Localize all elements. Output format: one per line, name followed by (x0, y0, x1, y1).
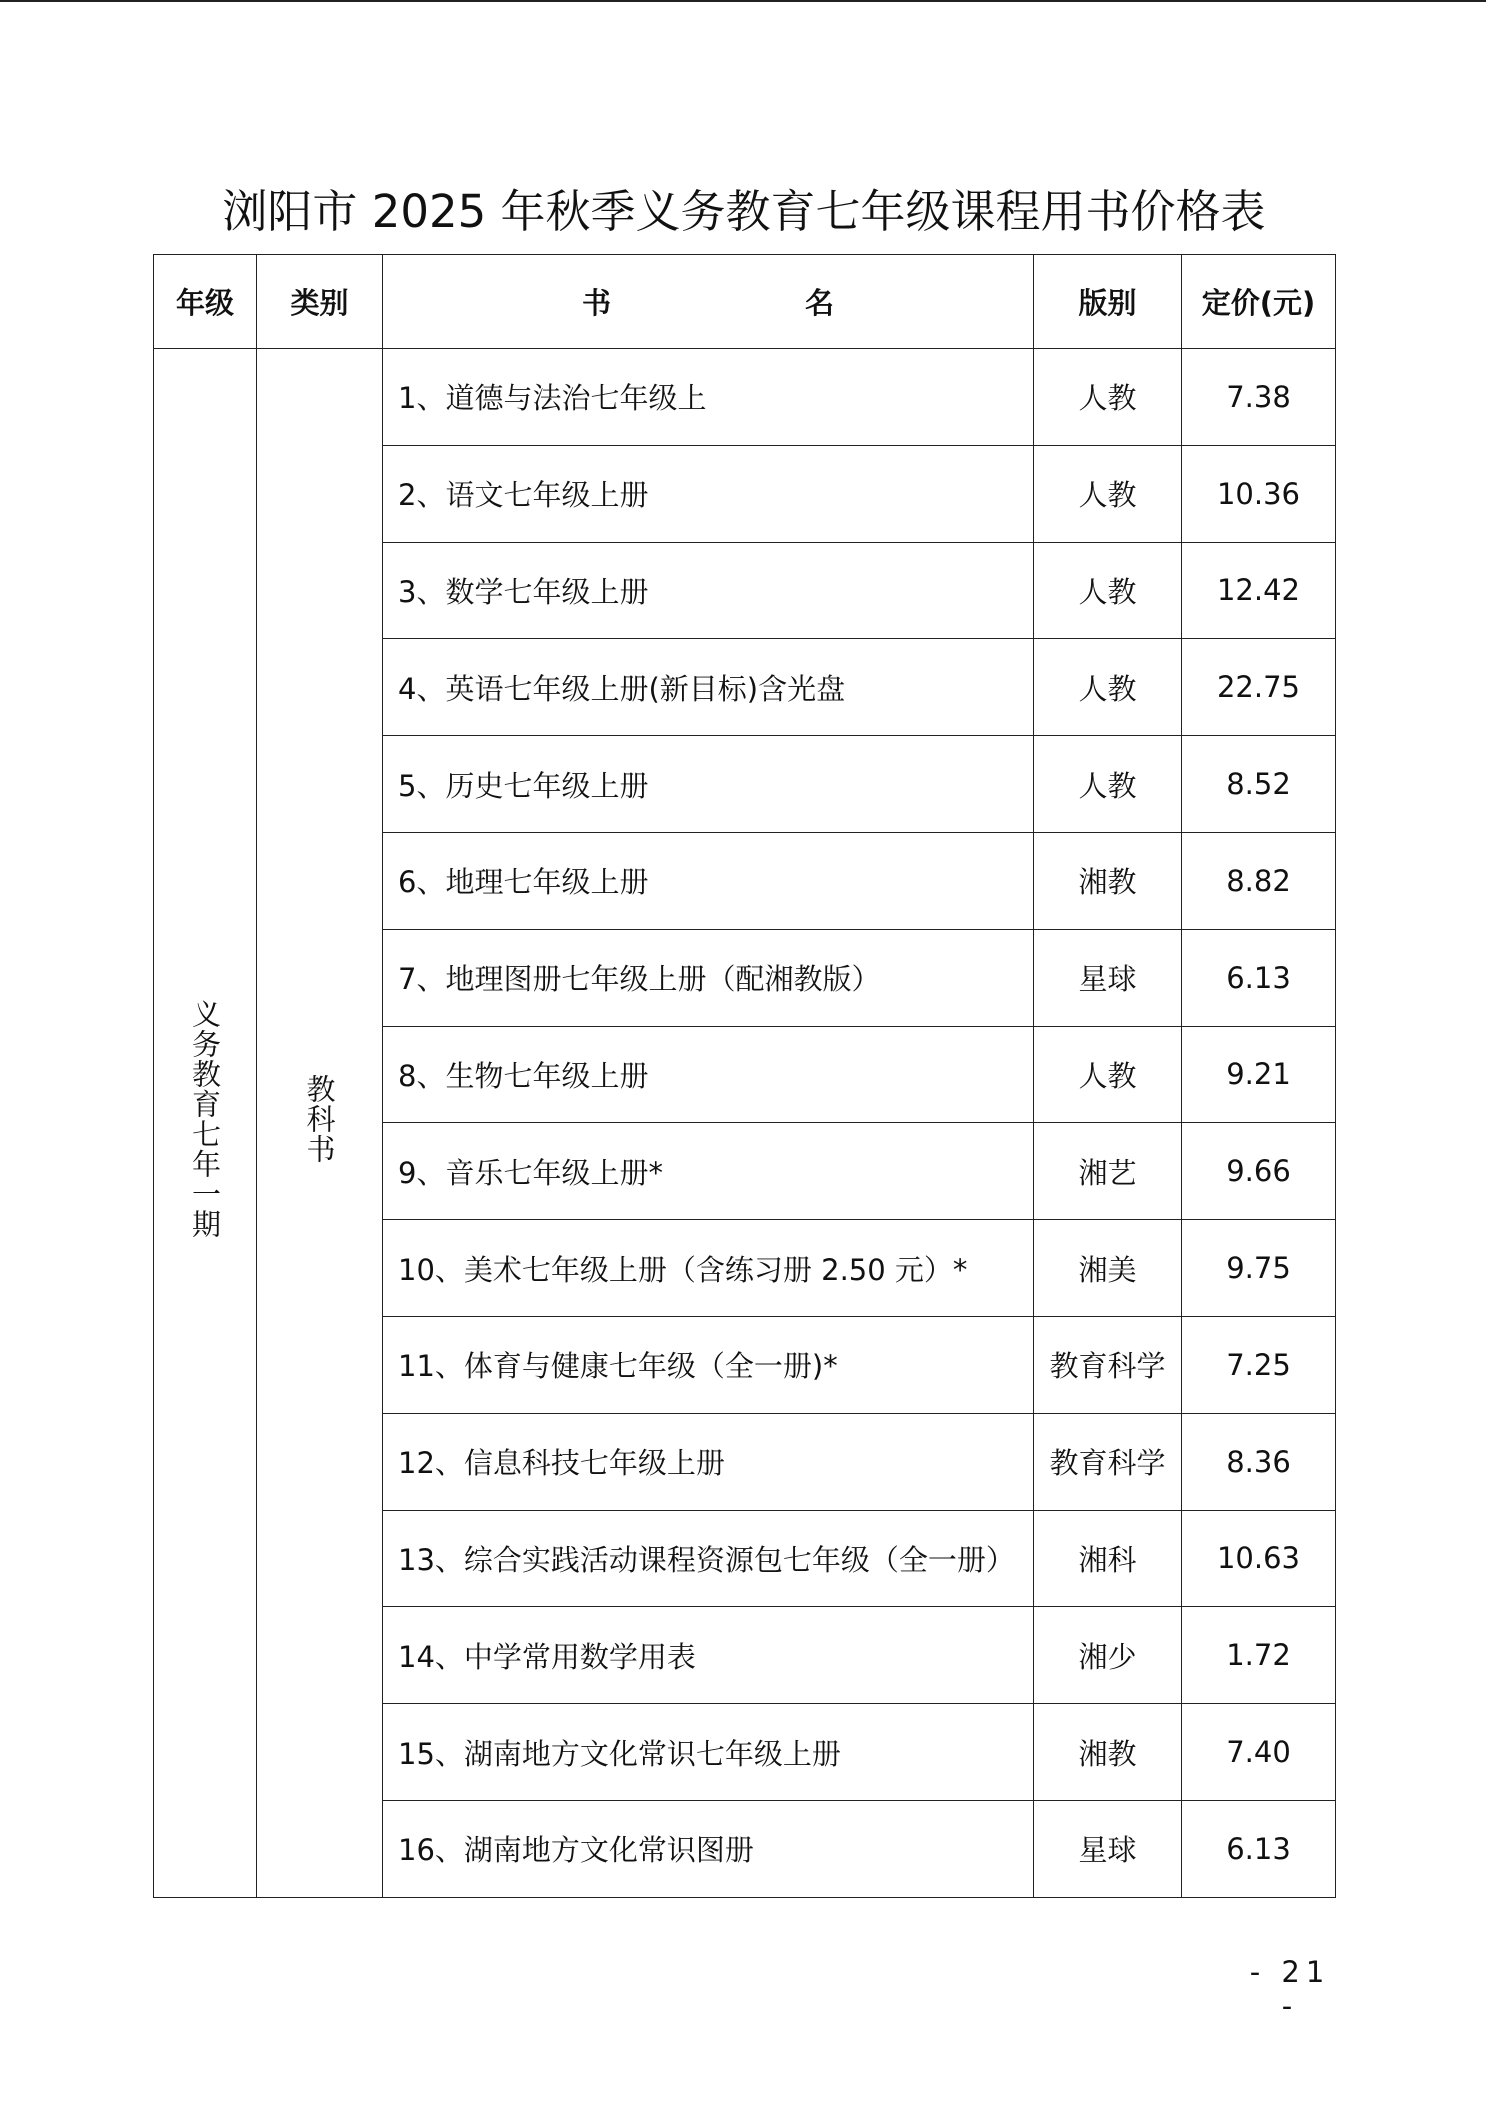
price-cell: 7.25 (1182, 1316, 1336, 1413)
price-cell: 7.40 (1182, 1704, 1336, 1801)
book-name-cell: 13、综合实践活动课程资源包七年级（全一册） (383, 1510, 1034, 1607)
price-cell: 10.63 (1182, 1510, 1336, 1607)
book-name-cell: 10、美术七年级上册（含练习册 2.50 元）* (383, 1220, 1034, 1317)
edition-cell: 星球 (1034, 929, 1182, 1026)
book-name-cell: 2、语文七年级上册 (383, 445, 1034, 542)
grade-value: 义务教育七年一期 (188, 999, 222, 1240)
edition-cell: 人教 (1034, 445, 1182, 542)
edition-cell: 人教 (1034, 639, 1182, 736)
book-name-cell: 3、数学七年级上册 (383, 542, 1034, 639)
table-row (154, 349, 1336, 446)
book-name-cell: 16、湖南地方文化常识图册 (383, 1800, 1034, 1897)
price-cell: 8.82 (1182, 832, 1336, 929)
edition-cell: 人教 (1034, 349, 1182, 446)
edition-cell: 人教 (1034, 542, 1182, 639)
category-cell (257, 349, 383, 1898)
edition-cell: 星球 (1034, 1800, 1182, 1897)
price-cell: 9.66 (1182, 1123, 1336, 1220)
book-name-cell: 14、中学常用数学用表 (383, 1607, 1034, 1704)
price-cell: 22.75 (1182, 639, 1336, 736)
header-edition: 版别 (1034, 255, 1182, 349)
page-number: - 21 - (1249, 1955, 1331, 2023)
edition-cell: 人教 (1034, 736, 1182, 833)
edition-cell: 湘少 (1034, 1607, 1182, 1704)
page-top-border (0, 0, 1486, 4)
book-name-cell: 9、音乐七年级上册* (383, 1123, 1034, 1220)
book-name-cell: 6、地理七年级上册 (383, 832, 1034, 929)
book-name-cell: 7、地理图册七年级上册（配湘教版） (383, 929, 1034, 1026)
header-price: 定价(元) (1182, 255, 1336, 349)
price-table (153, 254, 1336, 1898)
category-value: 教科书 (302, 1074, 337, 1165)
price-cell: 9.21 (1182, 1026, 1336, 1123)
book-name-cell: 5、历史七年级上册 (383, 736, 1034, 833)
edition-cell: 教育科学 (1034, 1413, 1182, 1510)
edition-cell: 湘科 (1034, 1510, 1182, 1607)
price-cell: 8.36 (1182, 1413, 1336, 1510)
edition-cell: 湘美 (1034, 1220, 1182, 1317)
price-cell: 6.13 (1182, 929, 1336, 1026)
table-header-row (154, 255, 1336, 349)
header-category: 类别 (257, 255, 383, 349)
header-book-name-part2: 名 (805, 286, 835, 320)
edition-cell: 湘教 (1034, 1704, 1182, 1801)
book-name-cell: 8、生物七年级上册 (383, 1026, 1034, 1123)
price-cell: 7.38 (1182, 349, 1336, 446)
book-name-cell: 1、道德与法治七年级上 (383, 349, 1034, 446)
book-name-cell: 15、湖南地方文化常识七年级上册 (383, 1704, 1034, 1801)
price-cell: 12.42 (1182, 542, 1336, 639)
edition-cell: 教育科学 (1034, 1316, 1182, 1413)
header-grade: 年级 (154, 255, 257, 349)
edition-cell: 湘艺 (1034, 1123, 1182, 1220)
header-book-name-part1: 书 (581, 286, 611, 320)
edition-cell: 湘教 (1034, 832, 1182, 929)
book-name-cell: 11、体育与健康七年级（全一册)* (383, 1316, 1034, 1413)
page-title: 浏阳市 2025 年秋季义务教育七年级课程用书价格表 (222, 185, 1266, 238)
price-cell: 8.52 (1182, 736, 1336, 833)
price-cell: 6.13 (1182, 1800, 1336, 1897)
grade-cell (154, 349, 257, 1898)
book-name-cell: 4、英语七年级上册(新目标)含光盘 (383, 639, 1034, 736)
price-cell: 10.36 (1182, 445, 1336, 542)
header-book-name (383, 255, 1034, 349)
book-name-cell: 12、信息科技七年级上册 (383, 1413, 1034, 1510)
price-cell: 1.72 (1182, 1607, 1336, 1704)
edition-cell: 人教 (1034, 1026, 1182, 1123)
price-cell: 9.75 (1182, 1220, 1336, 1317)
table-body (154, 349, 1336, 1898)
